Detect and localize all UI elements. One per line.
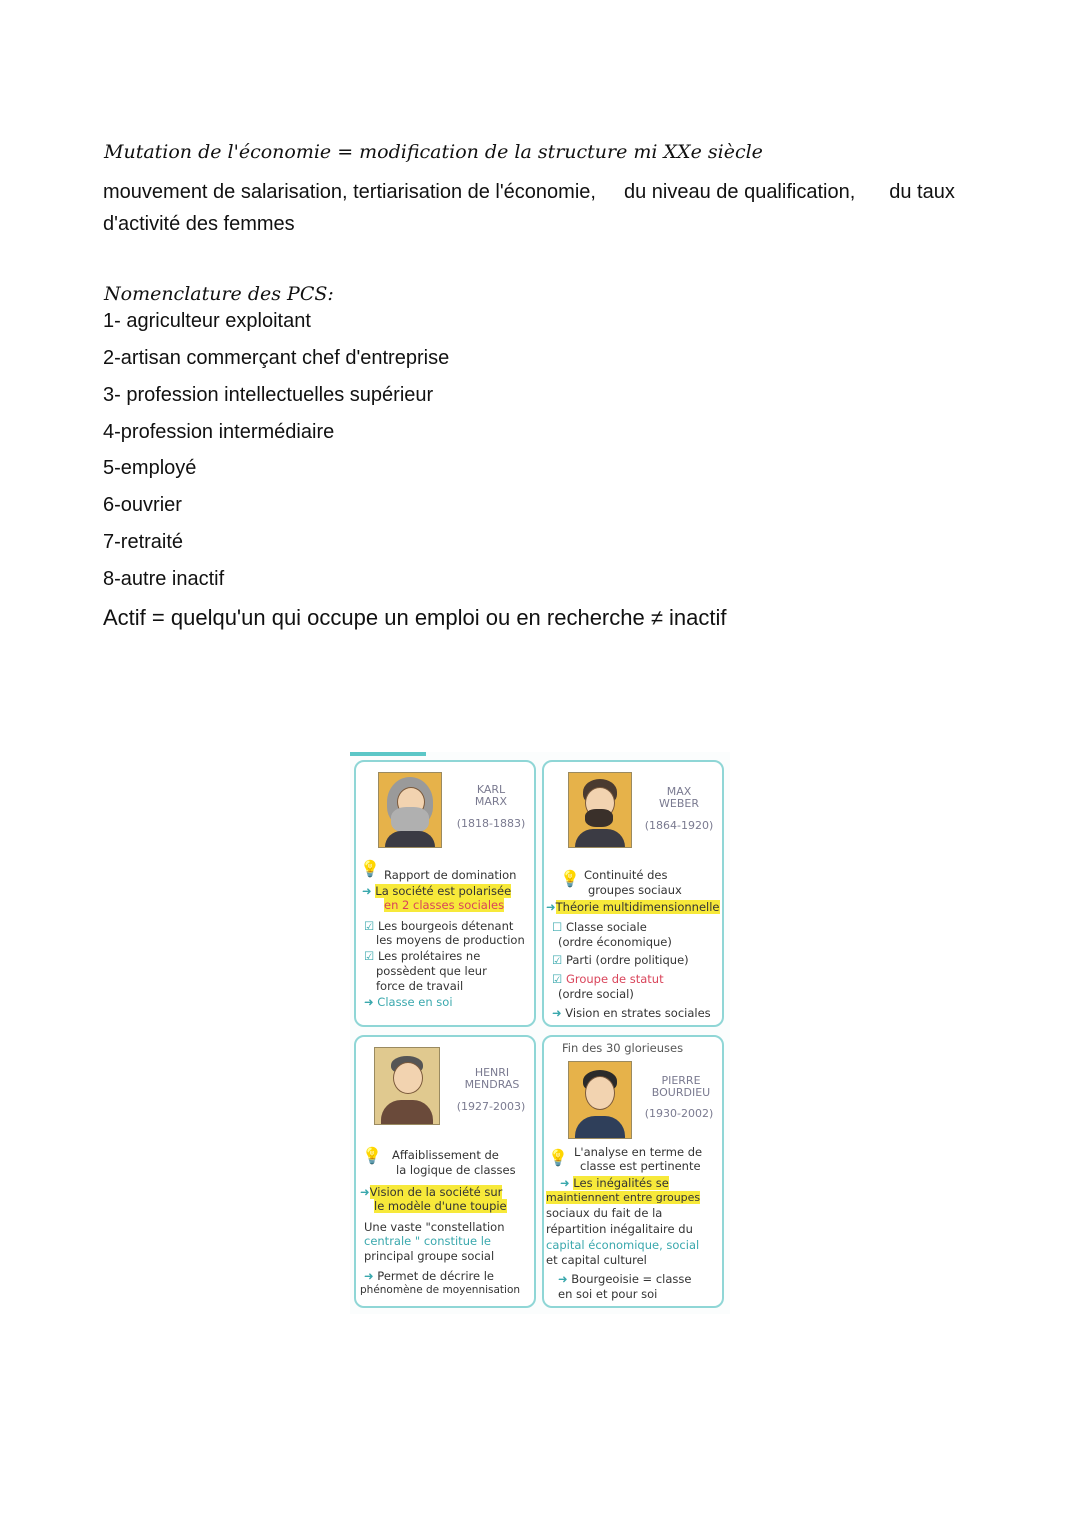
weber-line-6: (ordre social) — [558, 987, 634, 1001]
pcs-item-7: 7-retraité — [103, 531, 184, 553]
mendras-line-4: centrale " constitue le — [364, 1234, 491, 1248]
mendras-line-5: principal groupe social — [364, 1249, 495, 1263]
marx-idea: Rapport de domination — [384, 868, 517, 882]
pcs-item-5: 5-employé — [103, 457, 197, 479]
weber-line-1: ➜Théorie multidimensionnelle — [546, 900, 720, 914]
arrow-icon: ➜ — [360, 1185, 370, 1199]
bourdieu-last-name: BOURDIEU — [651, 1086, 711, 1099]
bourdieu-dates: (1930-2002) — [644, 1107, 714, 1120]
mendras-dates: (1927-2003) — [456, 1100, 526, 1113]
marx-line-8: ➜ Classe en soi — [364, 995, 453, 1009]
bourdieu-top-note: Fin des 30 glorieuses — [562, 1041, 684, 1055]
lightbulb-icon: 💡 — [548, 1150, 568, 1167]
mendras-name — [454, 1067, 530, 1091]
marx-line-5: ☑ Les prolétaires ne — [364, 949, 481, 963]
pcs-item-8: 8-autre inactif — [103, 568, 225, 590]
weber-line-3: (ordre économique) — [558, 935, 672, 949]
checkbox-icon: ☑ — [552, 972, 566, 986]
bourdieu-line-7: ➜ Bourgeoisie = classe — [558, 1272, 692, 1286]
card-bourdieu — [542, 1035, 724, 1308]
arrow-icon: ➜ — [362, 884, 376, 898]
weber-name — [644, 786, 714, 810]
nomenclature-title: Nomenclature des PCS: — [104, 283, 334, 305]
card-marx — [354, 760, 536, 1027]
checkbox-icon: ☐ — [552, 920, 566, 934]
checkbox-icon: ☑ — [364, 949, 378, 963]
arrow-icon: ➜ — [560, 1176, 574, 1190]
weber-last-name: WEBER — [659, 797, 699, 810]
mendras-line-3: Une vaste "constellation — [364, 1220, 505, 1234]
lightbulb-icon: 💡 — [560, 871, 580, 888]
actif-definition: Actif = quelqu'un qui occupe un emploi ou en recherche ≠ inactif — [103, 605, 727, 630]
checkbox-icon: ☑ — [364, 919, 378, 933]
pcs-item-1: 1- agriculteur exploitant — [103, 310, 311, 332]
mendras-last-name: MENDRAS — [464, 1078, 520, 1091]
marx-dates: (1818-1883) — [456, 817, 526, 830]
notes-title: Mutation de l'économie = modification de la structure mi XXe siècle — [104, 141, 763, 163]
marx-line-1: ➜ La société est polarisée — [362, 884, 512, 898]
weber-line-5: ☑ Groupe de statut — [552, 972, 664, 986]
mendras-idea-2: la logique de classes — [396, 1163, 516, 1177]
mendras-portrait — [374, 1047, 440, 1125]
weber-first-name: MAX — [666, 785, 692, 798]
bourdieu-name — [644, 1075, 718, 1099]
arrow-icon: ➜ — [558, 1272, 572, 1286]
notes-line-1a: mouvement de salarisation, tertiarisation de l'économie, — [103, 181, 596, 203]
weber-line-4: ☑ Parti (ordre politique) — [552, 953, 689, 967]
bourdieu-line-3: sociaux du fait de la — [546, 1206, 663, 1220]
card-mendras — [354, 1035, 536, 1308]
checkbox-icon: ☑ — [552, 953, 566, 967]
marx-line-7: force de travail — [376, 979, 464, 993]
notes-line-1b: du niveau de qualification, — [623, 181, 856, 203]
marx-line-4: les moyens de production — [376, 933, 525, 947]
bourdieu-line-5: capital économique, social — [546, 1238, 700, 1252]
marx-line-2: en 2 classes sociales — [384, 898, 505, 912]
arrow-icon: ➜ — [552, 1006, 566, 1020]
marx-name — [456, 784, 526, 808]
sociologists-infographic — [350, 752, 730, 1314]
bourdieu-line-8: en soi et pour soi — [558, 1287, 658, 1301]
mendras-line-1: ➜Vision de la société sur — [360, 1185, 503, 1199]
mendras-idea-1: Affaiblissement de — [392, 1148, 499, 1162]
weber-portrait — [568, 772, 632, 848]
mendras-line-6: ➜ Permet de décrire le — [364, 1269, 494, 1283]
notes-line-2: d'activité des femmes — [103, 213, 295, 235]
pcs-item-6: 6-ouvrier — [103, 494, 182, 516]
accent-bar — [350, 752, 426, 756]
bourdieu-line-2: maintiennent entre groupes — [546, 1191, 701, 1204]
weber-idea-1: Continuité des — [584, 868, 668, 882]
bourdieu-first-name: PIERRE — [661, 1074, 701, 1087]
arrow-icon: ➜ — [364, 995, 378, 1009]
bourdieu-line-6: et capital culturel — [546, 1253, 647, 1267]
weber-line-7: ➜ Vision en strates sociales — [552, 1006, 711, 1020]
marx-last-name: MARX — [474, 795, 508, 808]
lightbulb-icon: 💡 — [362, 1148, 382, 1165]
mendras-first-name: HENRI — [474, 1066, 510, 1079]
arrow-icon: ➜ — [364, 1269, 378, 1283]
marx-portrait — [378, 772, 442, 848]
pcs-item-4: 4-profession intermédiaire — [103, 421, 335, 443]
bourdieu-idea-1: L'analyse en terme de — [574, 1145, 703, 1159]
marx-first-name: KARL — [476, 783, 506, 796]
card-weber — [542, 760, 724, 1027]
lightbulb-icon: 💡 — [360, 861, 380, 878]
notes-line-1c: du taux — [889, 181, 955, 203]
weber-dates: (1864-1920) — [644, 819, 714, 832]
mendras-line-2: le modèle d'une toupie — [374, 1199, 507, 1213]
bourdieu-idea-2: classe est pertinente — [580, 1159, 701, 1173]
marx-line-3: ☑ Les bourgeois détenant — [364, 919, 514, 933]
marx-line-6: possèdent que leur — [376, 964, 487, 978]
bourdieu-line-1: ➜ Les inégalités se — [560, 1176, 669, 1190]
notes-line-1 — [103, 181, 955, 204]
bourdieu-line-4: répartition inégalitaire du — [546, 1222, 693, 1236]
bourdieu-portrait — [568, 1061, 632, 1139]
pcs-item-2: 2-artisan commerçant chef d'entreprise — [103, 347, 450, 369]
weber-line-2: ☐ Classe sociale — [552, 920, 647, 934]
mendras-line-7: phénomène de moyennisation — [360, 1284, 521, 1296]
weber-idea-2: groupes sociaux — [588, 883, 682, 897]
arrow-icon: ➜ — [546, 900, 556, 914]
pcs-item-3: 3- profession intellectuelles supérieur — [103, 384, 434, 406]
